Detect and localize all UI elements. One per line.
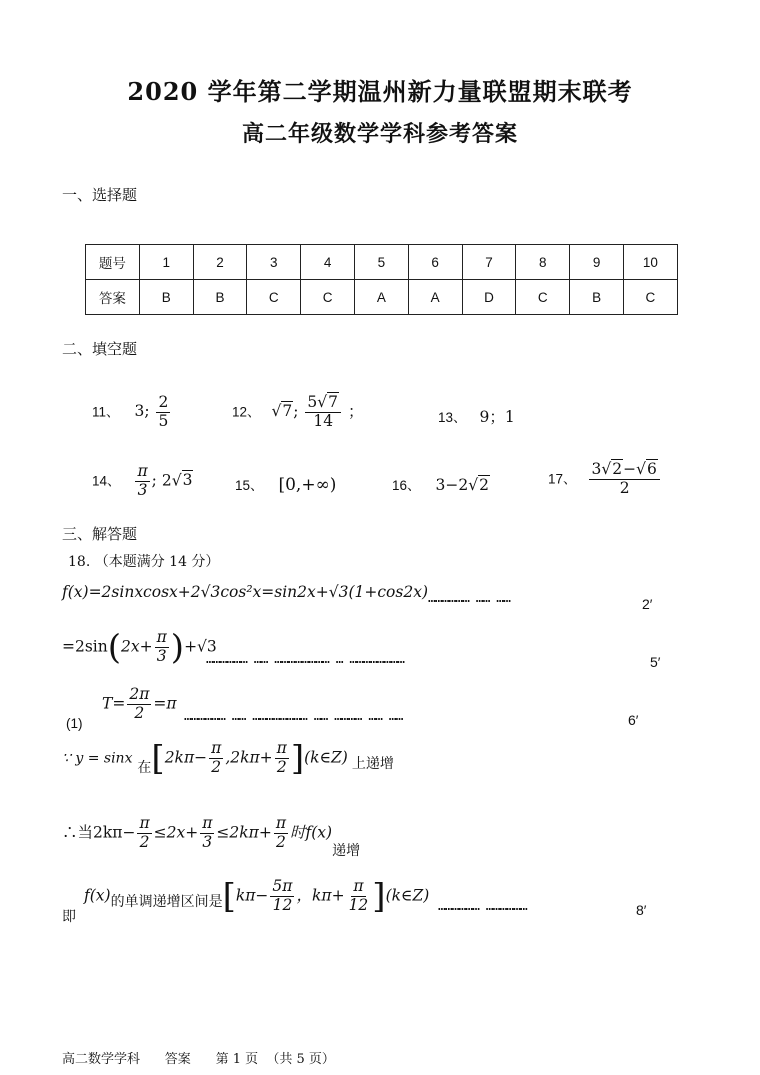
question-number: 17、 <box>548 471 577 487</box>
denominator: 2 <box>134 703 145 722</box>
table-cell: 答案 <box>86 280 140 315</box>
numerator: π <box>137 462 148 480</box>
expression: (k∈Z) <box>304 748 348 767</box>
question-18-heading: 18. （本题满分 14 分） <box>68 554 220 570</box>
expression: 递增 <box>332 843 361 860</box>
denominator: 5 <box>158 411 169 430</box>
fraction <box>270 878 294 915</box>
separator: ; <box>293 402 299 421</box>
part-label: (1) <box>66 716 83 731</box>
score-mark: 8′ <box>636 902 647 918</box>
numerator: π <box>202 814 213 832</box>
numerator: π <box>275 814 286 832</box>
fraction <box>200 815 214 852</box>
numerator: π <box>353 877 364 895</box>
radicand: 7 <box>328 393 339 411</box>
table-cell: 7 <box>462 245 516 280</box>
numerator: π <box>211 739 222 757</box>
fraction <box>274 815 288 852</box>
solution-line-3 <box>102 686 177 723</box>
answer-16: 16、 3−2√2 <box>392 476 489 494</box>
expression: 上递增 <box>351 756 394 773</box>
section-heading-fill: 二、填空题 <box>62 340 138 358</box>
expression: kπ− <box>235 886 269 905</box>
table-cell: 6 <box>408 245 462 280</box>
table-cell: B <box>570 280 624 315</box>
table-cell: 10 <box>623 245 677 280</box>
radicand: 2 <box>612 460 623 478</box>
score-mark: 6′ <box>628 712 639 728</box>
denominator: 2 <box>139 832 150 851</box>
coefficient: 3 <box>591 460 602 478</box>
fraction <box>137 815 151 852</box>
fraction <box>347 878 371 915</box>
table-cell: 9 <box>570 245 624 280</box>
denominator: 12 <box>272 895 293 914</box>
numerator: π <box>139 814 150 832</box>
fraction <box>127 686 151 723</box>
dot-leader: ……………… …… …………………… …… ………… …… …… <box>184 709 403 724</box>
coefficient: 2 <box>161 471 172 490</box>
fraction: $\frac{3√2-√6}{2}$ <box>589 461 659 498</box>
solution-line-2: =2sin(2x+ $\frac{\pi}{3}$ )+√3 <box>62 627 217 668</box>
expression: 在 <box>137 760 152 777</box>
solution-line-6: f(x)的单调递增区间是[kπ− $\frac{5\pi}{12}$ ，kπ+ $\frac{\pi}{12}$ ](k∈Z) <box>84 876 430 917</box>
operator: − <box>623 460 637 478</box>
fraction <box>156 394 170 431</box>
expression: 的单调递增区间是 <box>110 894 223 911</box>
denominator: 3 <box>202 832 213 851</box>
expression: ≤2x+ <box>153 823 199 842</box>
answer-13 <box>438 405 515 427</box>
page-subtitle: 高二年级数学学科参考答案 <box>241 121 518 147</box>
question-number: 12、 <box>232 404 261 420</box>
table-cell: 2 <box>193 245 247 280</box>
numerator: 2π <box>129 685 150 703</box>
answer-14: 14、 $\frac{\pi}{3}$ ; 2√3 <box>92 462 193 499</box>
answer-12: 12、 √7; $\frac{5√7}{14}$ ； <box>232 393 364 430</box>
answer-table <box>85 244 678 315</box>
question-number: 11、 <box>92 404 120 420</box>
denominator: 3 <box>137 480 148 499</box>
page-footer: 高二数学学科 答案 第 1 页 （共 5 页） <box>62 1052 335 1067</box>
score-mark: 5′ <box>650 654 661 670</box>
answer-11 <box>92 394 172 431</box>
denominator: 2 <box>211 757 222 776</box>
question-number: 13、 <box>438 410 467 425</box>
solution-line-5 <box>62 814 361 860</box>
denominator: 2 <box>276 757 287 776</box>
expression: =2sin <box>62 637 108 656</box>
radicand: 2 <box>479 476 489 494</box>
numerator: π <box>276 739 287 757</box>
answer-value: 3−2 <box>435 476 469 494</box>
table-cell: C <box>247 280 301 315</box>
section-heading-choice: 一、选择题 <box>62 186 138 204</box>
question-number: 16、 <box>392 478 421 493</box>
expression: =π <box>153 694 177 713</box>
expression: ，kπ+ <box>296 886 345 905</box>
expression: f(x) <box>84 886 111 905</box>
dot-leader: ……………… …… …………………… … …………………… <box>206 652 404 667</box>
table-cell: B <box>193 280 247 315</box>
expression: (k∈Z) <box>385 886 430 905</box>
solution-line-4: ∵ y = sinx 在[2kπ− $\frac{\pi}{2}$ ,2kπ+ $\frac{\pi}{2}$ ](k∈Z) 上递增 <box>62 738 394 779</box>
separator: ； <box>347 402 364 421</box>
fraction: $\frac{5√7}{14}$ <box>305 394 341 431</box>
table-cell: C <box>623 280 677 315</box>
numerator: 2 <box>158 393 169 411</box>
answer-17 <box>548 461 662 498</box>
table-cell: 8 <box>516 245 570 280</box>
expression: +√3 <box>184 637 217 656</box>
radicand: 7 <box>282 402 293 421</box>
expression: ∴当2kπ− <box>62 823 136 842</box>
table-cell: D <box>462 280 516 315</box>
table-row-answers <box>86 280 678 315</box>
table-cell: A <box>408 280 462 315</box>
denominator: 2 <box>275 832 286 851</box>
table-cell: 3 <box>247 245 301 280</box>
solution-line-1: f(x)=2sinxcosx+2√3cos²x=sin2x+√3(1+cos2x) <box>62 583 428 601</box>
table-cell: 1 <box>139 245 193 280</box>
table-cell: B <box>139 280 193 315</box>
prefix-ji: 即 <box>62 909 76 925</box>
denominator: 14 <box>313 411 334 430</box>
expression: ,2kπ+ <box>225 748 273 767</box>
expression: ≤2kπ+ <box>216 823 272 842</box>
score-mark: 2′ <box>642 596 653 612</box>
answer-15 <box>235 474 336 495</box>
table-cell: 题号 <box>86 245 140 280</box>
table-cell: 4 <box>301 245 355 280</box>
section-heading-solve: 三、解答题 <box>62 525 138 543</box>
table-cell: A <box>354 280 408 315</box>
separator: ; <box>151 471 157 490</box>
fraction <box>135 463 149 500</box>
table-cell: 5 <box>354 245 408 280</box>
question-number: 14、 <box>92 473 121 489</box>
expression: 2x+ <box>121 637 153 656</box>
expression: T= <box>102 694 126 713</box>
denominator: 12 <box>348 895 369 914</box>
table-cell: C <box>516 280 570 315</box>
radicand: 6 <box>647 460 657 478</box>
numerator: π <box>156 628 167 646</box>
expression: 2kπ− <box>164 748 208 767</box>
table-row-header <box>86 245 678 280</box>
page-title: 2020 学年第二学期温州新力量联盟期末联考 <box>127 77 633 106</box>
denominator: 2 <box>619 478 630 497</box>
fraction <box>155 629 169 666</box>
answer-value: 3; <box>134 402 150 421</box>
expression: ∵ y = sinx <box>62 750 133 767</box>
denominator: 3 <box>156 646 167 665</box>
fraction <box>275 740 289 777</box>
dot-leader: ……………… ……………… <box>438 899 527 914</box>
fraction <box>209 740 223 777</box>
question-number: 15、 <box>235 478 264 493</box>
answer-value: [0,+∞) <box>278 475 337 495</box>
radicand: 3 <box>182 471 193 490</box>
answer-value: 9；1 <box>479 408 515 426</box>
numerator: 5π <box>272 877 293 895</box>
dot-leader: ……………… …… …… <box>428 591 510 606</box>
coefficient: 5 <box>307 393 318 411</box>
table-cell: C <box>301 280 355 315</box>
expression: 时f(x) <box>290 823 333 842</box>
